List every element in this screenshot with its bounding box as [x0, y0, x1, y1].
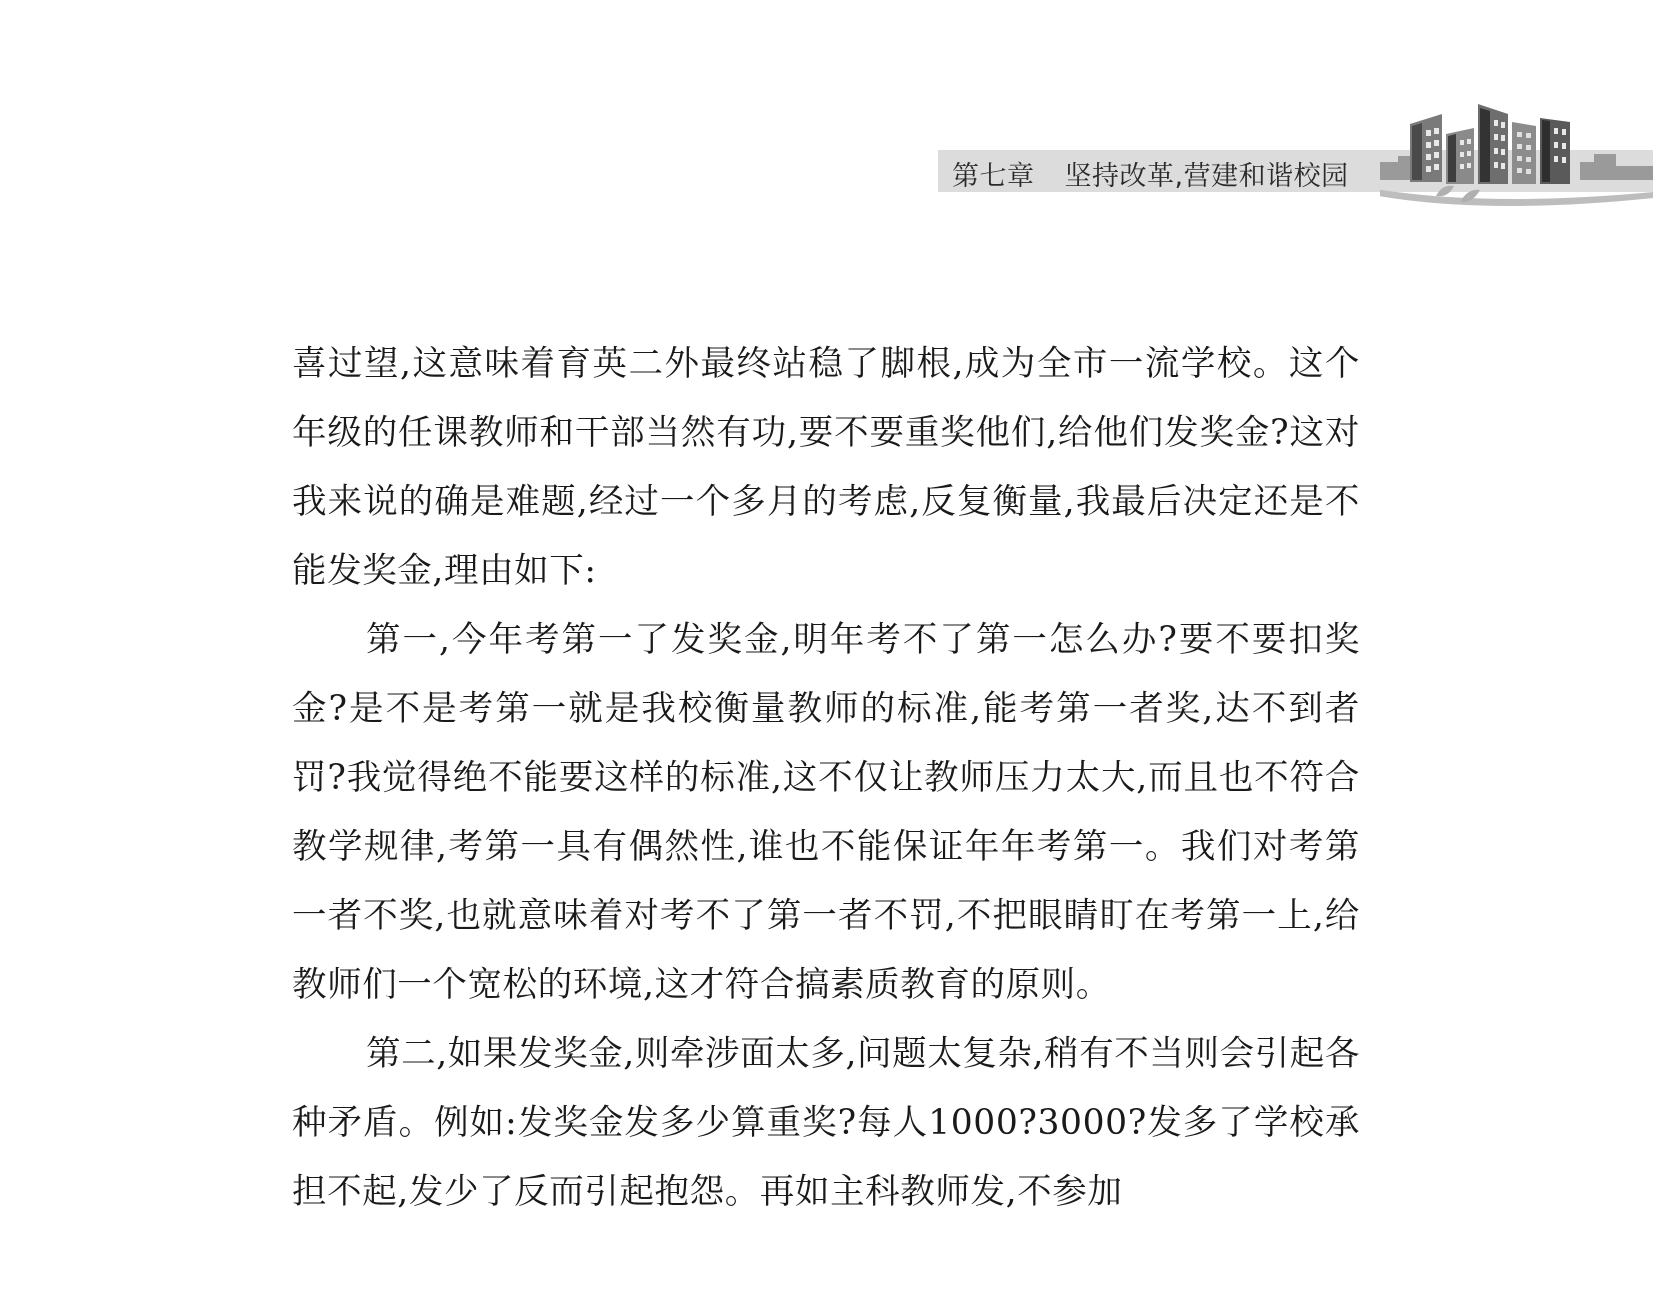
paragraph-continuation: 喜过望,这意味着育英二外最终站稳了脚根,成为全市一流学校。这个年级的任课教师和干部当然有功,要不要重奖他们,给他们发奖金?这对我来说的确是难题,经过一个多月的考虑,反复衡量,我最后决定还是不能发奖金,理由如下: [292, 344, 1360, 591]
paragraph-first-reason: 第一,今年考第一了发奖金,明年考不了第一怎么办?要不要扣奖金?是不是考第一就是我校衡量教师的标准,能考第一者奖,达不到者罚?我觉得绝不能要这样的标准,这不仅让教师压力太大,而且也不符合教学规律,考第一具有偶然性,谁也不能保证年年考第一。我们对考第一者不奖,也就意味着对考不了第一者不罚,不把眼睛盯在考第一上,给教师们一个宽松的环境,这才符合搞素质教育的原则。 [292, 620, 1360, 1005]
body-text [292, 330, 1360, 1227]
paragraph-second-reason: 第二,如果发奖金,则牵涉面太多,问题太复杂,稍有不当则会引起各种矛盾。例如:发奖金发多少算重奖?每人1000?3000?发多了学校承担不起,发少了反而引起抱怨。再如主科教师发,不参加 [292, 1034, 1360, 1212]
chapter-number: 第七章 [952, 161, 1035, 192]
buildings-logo-icon [1380, 100, 1653, 230]
header-text [952, 154, 1349, 193]
chapter-title: 坚持改革,营建和谐校园 [1064, 161, 1349, 192]
